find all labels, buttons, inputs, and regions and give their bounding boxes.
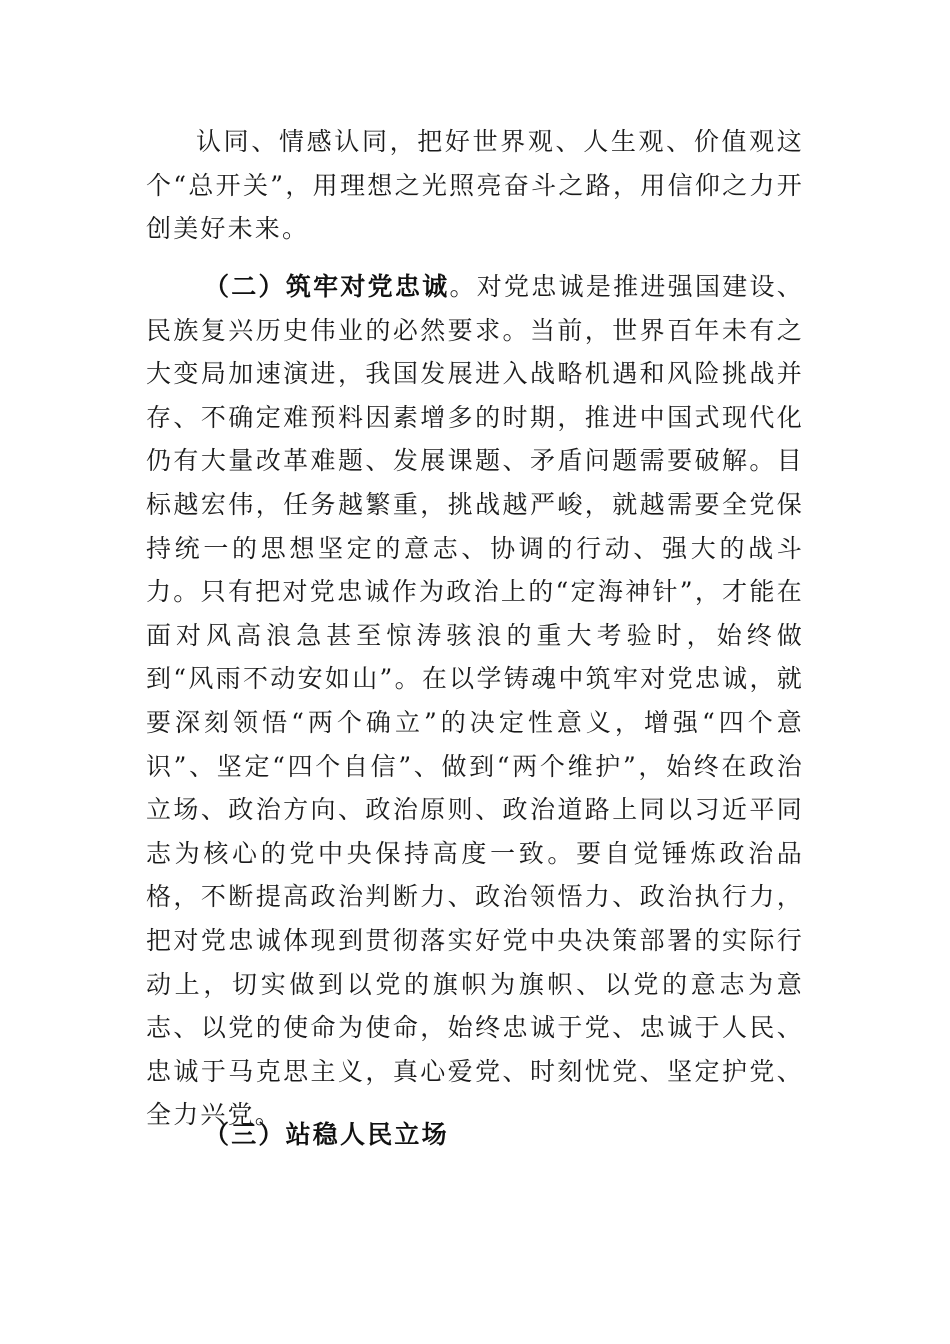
- section-two-paragraph: [146, 265, 804, 1137]
- section-two-body: 。对党忠诚是推进强国建设、民族复兴历史伟业的必然要求。当前，世界百年未有之大变局加速演进，我国发展进入战略机遇和风险挑战并存、不确定难预料因素增多的时期，推进中国式现代化仍有大量改革难题、发展课题、矛盾问题需要破解。目标越宏伟，任务越繁重，挑战越严峻，就越需要全党保持统一的思想坚定的意志、协调的行动、强大的战斗力。只有把对党忠诚作为政治上的“定海神针”，才能在面对风高浪急甚至惊涛骇浪的重大考验时，始终做到“风雨不动安如山”。在以学铸魂中筑牢对党忠诚，就要深刻领悟“两个确立”的决定性意义，增强“四个意识”、坚定“四个自信”、做到“两个维护”，始终在政治立场、政治方向、政治原则、政治道路上同以习近平同志为核心的党中央保持高度一致。要自觉锤炼政治品格，不断提高政治判断力、政治领悟力、政治执行力，把对党忠诚体现到贯彻落实好党中央决策部署的实际行动上，切实做到以党的旗帜为旗帜、以党的意志为意志、以党的使命为使命，始终忠诚于党、忠诚于人民、忠诚于马克思主义，真心爱党、时刻忧党、坚定护党、全力兴党。: [146, 272, 804, 1130]
- section-three-paragraph: [146, 1113, 804, 1157]
- paragraph-continuation: 认同、情感认同，把好世界观、人生观、价值观这个“总开关”，用理想之光照亮奋斗之路，用信仰之力开创美好未来。: [146, 127, 804, 244]
- section-two-heading: （二）筑牢对党忠诚: [204, 272, 450, 301]
- section-three-heading: （三）站稳人民立场: [204, 1120, 449, 1149]
